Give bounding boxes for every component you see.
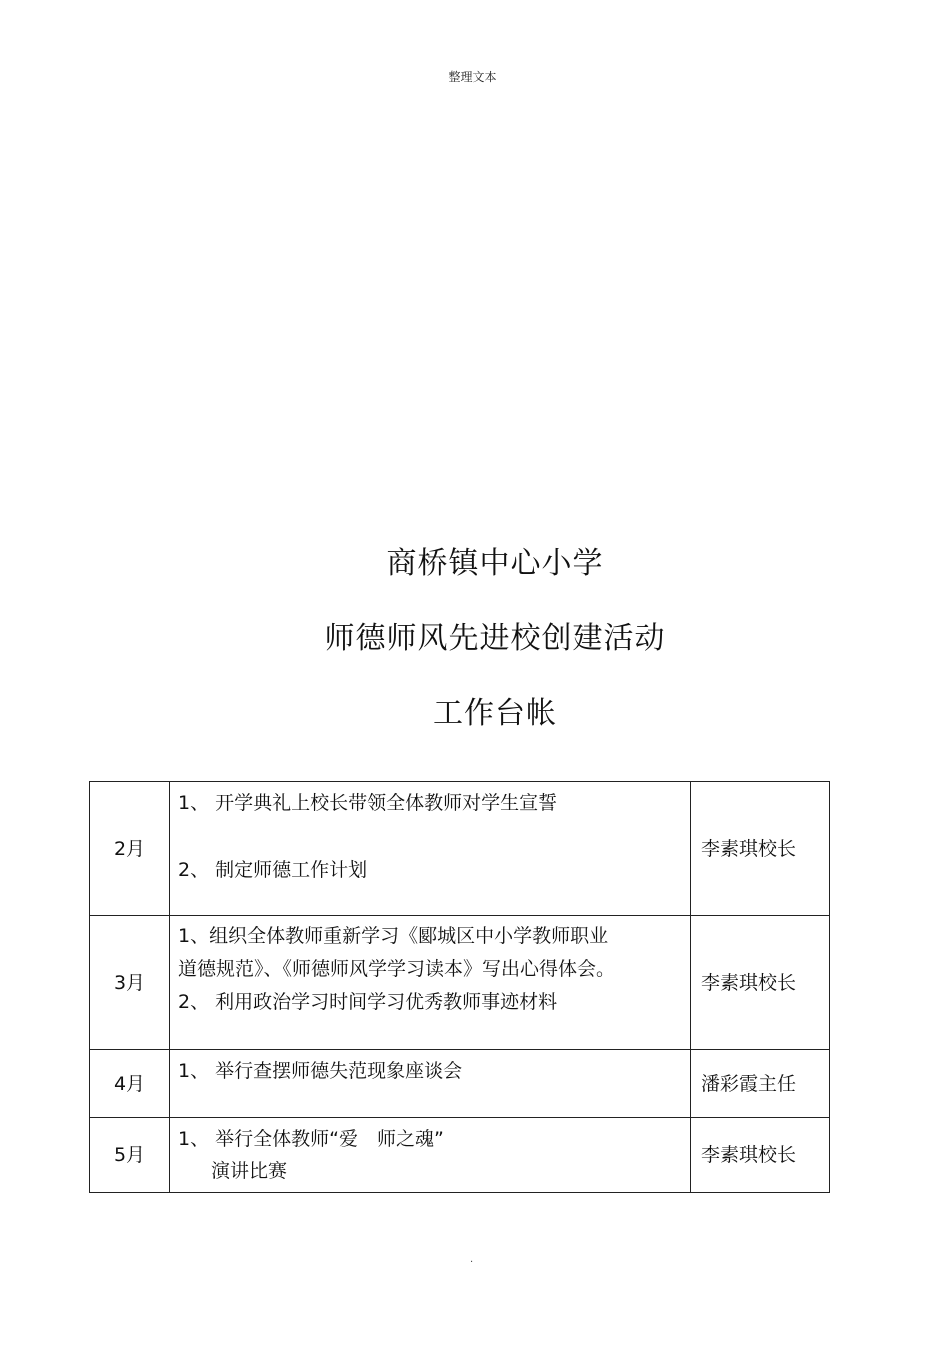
activity-title: 师德师风先进校创建活动 [324,621,666,656]
activity-item: 1、 举行全体教师“爱 师之魂” [178,1128,444,1150]
month-cell: 5月 [90,1118,170,1193]
activity-item: 2、 制定师德工作计划 [178,859,368,881]
activity-cell [170,782,691,916]
table-row [90,782,830,916]
footer-mark: . [470,1254,474,1265]
responsible-person-cell: 李素琪校长 [691,1118,830,1193]
school-name-title: 商桥镇中心小学 [386,546,604,581]
activity-item: 演讲比赛 [211,1160,288,1182]
table-row [90,1118,830,1193]
activity-item: 2、 利用政治学习时间学习优秀教师事迹材料 [178,991,558,1013]
activity-item: 1、组织全体教师重新学习《郾城区中小学教师职业 [178,925,609,947]
activity-cell [170,1118,691,1193]
ledger-title: 工作台帐 [433,696,557,731]
table-row [90,916,830,1050]
activity-cell [170,1050,691,1118]
responsible-person-cell: 潘彩霞主任 [691,1050,830,1118]
responsible-person-cell: 李素琪校长 [691,916,830,1050]
month-cell: 4月 [90,1050,170,1118]
month-cell: 2月 [90,782,170,916]
activity-cell [170,916,691,1050]
activity-item: 1、 开学典礼上校长带领全体教师对学生宣誓 [178,792,558,814]
responsible-person-cell: 李素琪校长 [691,782,830,916]
activity-item: 道德规范》、《师德师风学学习读本》写出心得体会。 [178,958,616,980]
table-row [90,1050,830,1118]
work-ledger-table [89,781,830,1193]
month-cell: 3月 [90,916,170,1050]
activity-item: 1、 举行查摆师德失范现象座谈会 [178,1060,463,1082]
header-note: 整理文本 [448,70,497,84]
